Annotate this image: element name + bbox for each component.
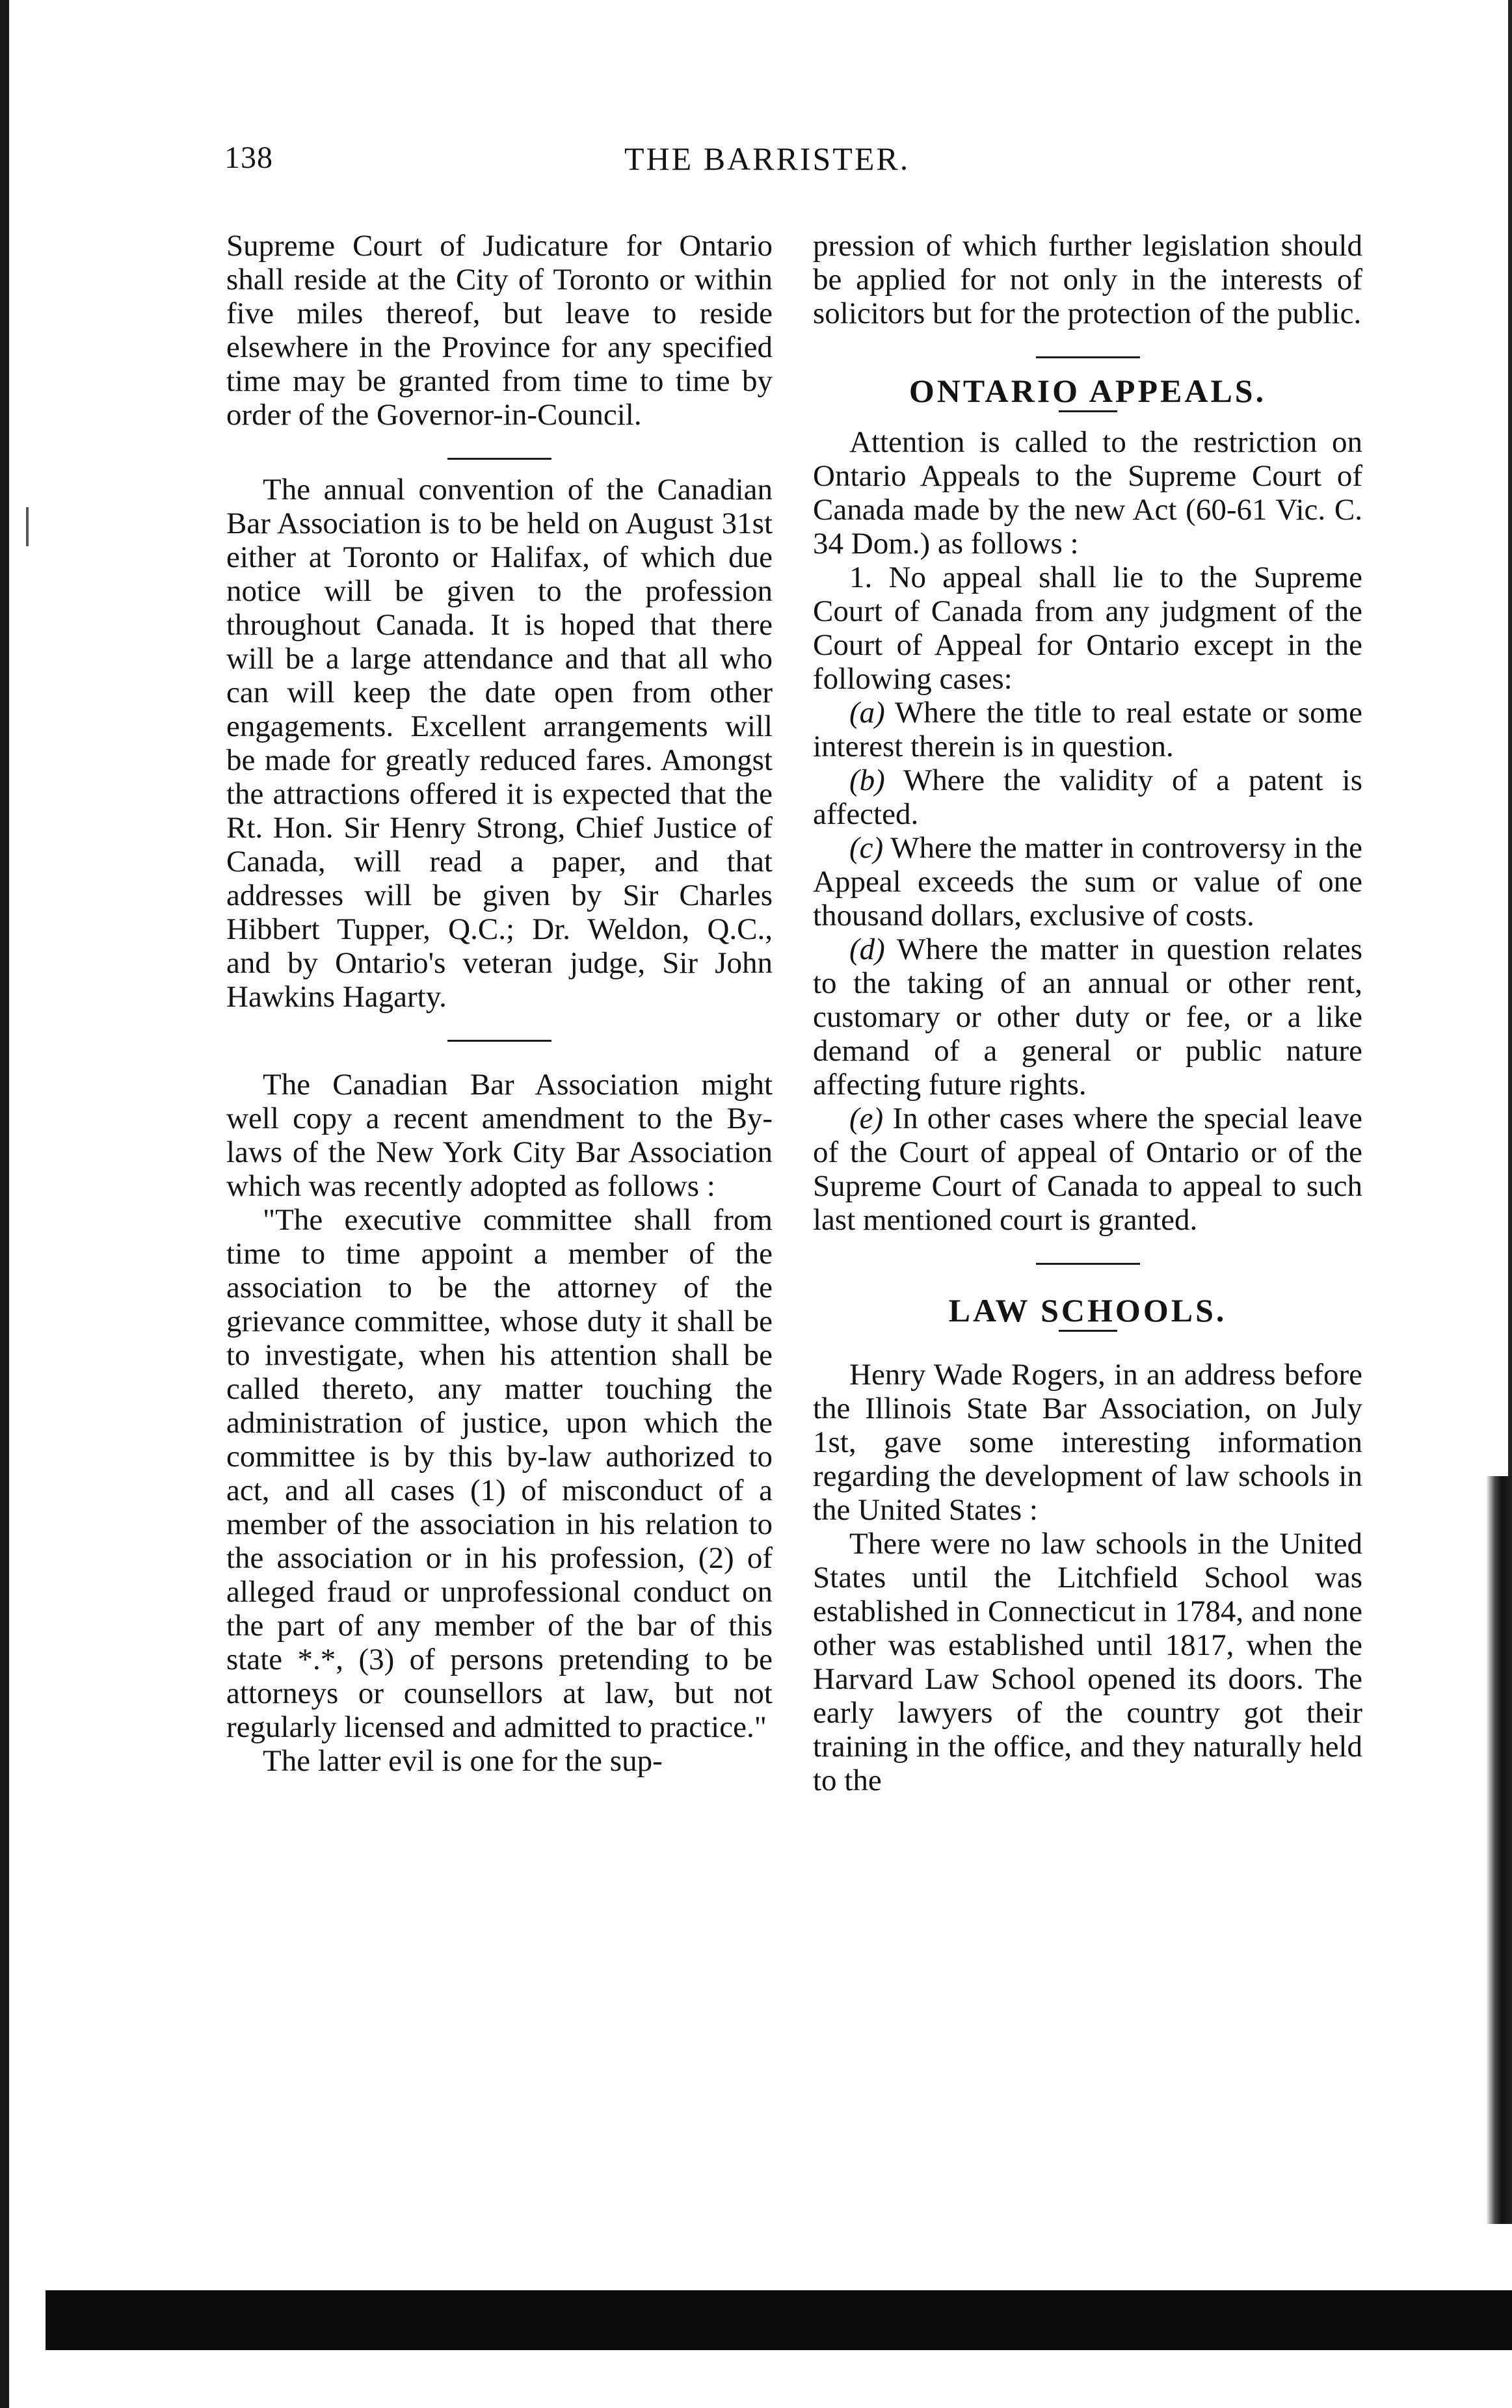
paragraph: 1. No appeal shall lie to the Supreme Court of Canada from any judgment of the Court of Appeal for Ontario except in the following cases:	[813, 561, 1362, 696]
paragraph: There were no law schools in the United States until the Litchfield School was established in Connecticut in 1784, and none other was established until 1817, when the Harvard Law School opened its doors. The early lawyers of the country got their training in the office, and they naturally held to the	[813, 1527, 1362, 1797]
item-text: Where the title to real estate or some interest therein is in question.	[813, 696, 1362, 763]
paragraph: Henry Wade Rogers, in an address before the Illinois State Bar Association, on July 1st, gave some interesting information regarding the development of law schools in the United States :	[813, 1358, 1362, 1527]
page-number: 138	[224, 140, 273, 175]
item-text: In other cases where the special leave of the Court of appeal of Ontario or of the Supreme Court of Canada to appeal to such last mentioned court is granted.	[813, 1102, 1362, 1237]
section-heading: ONTARIO APPEALS.	[909, 373, 1267, 409]
paragraph: Attention is called to the restriction on Ontario Appeals to the Supreme Court of Canada made by the new Act (60-61 Vic. C. 34 Dom.) as follows :	[813, 425, 1362, 561]
quotation: "The executive committee shall from time to time appoint a member of the association to be the attorney of the grievance committee, whose duty it shall be to investigate, when his attention shall be called thereto, any matter touching the administration of justice, upon which the committee is by this by-law authorized to act, and all cases (1) of misconduct of a member of the association in his relation to the association or in his profession, (2) of alleged fraud or unprofessional conduct on the part of any member of the bar of this state *.*, (3) of persons pretending to be attorneys or counsellors at law, but not regularly licensed and admitted to practice."	[226, 1203, 773, 1744]
paragraph: Supreme Court of Judicature for Ontario shall reside at the City of Toronto or within five miles thereof, but leave to reside elsewhere in the Province for any specified time may be granted from time to time by order of the Governor-in-Council.	[226, 229, 773, 432]
paragraph: pression of which further legislation should be applied for not only in the interests of solicitors but for the protection of the public.	[813, 229, 1362, 330]
list-item	[813, 1102, 1362, 1237]
item-label: (a)	[849, 696, 885, 730]
item-text: Where the matter in controversy in the Appeal exceeds the sum or value of one thousand dollars, exclusive of costs.	[813, 831, 1363, 933]
paragraph: The annual convention of the Canadian Bar Association is to be held on August 31st either at Toronto or Halifax, of which due notice will be given to the profession throughout Canada. It is hoped that there will be a large attendance and that all who can will keep the date open from other engagements. Excellent arrangements will be made for greatly reduced fares. Amongst the attractions offered it is expected that the Rt. Hon. Sir Henry Strong, Chief Justice of Canada, will read a paper, and that addresses will be given by Sir Charles Hibbert Tupper, Q.C.; Dr. Weldon, Q.C., and by Ontario's veteran judge, Sir John Hawkins Hagarty.	[226, 473, 773, 1014]
right-column	[813, 229, 1362, 1797]
scan-edge-right-shadow	[1486, 1476, 1512, 2224]
scan-mark	[26, 507, 29, 546]
list-item	[813, 933, 1362, 1102]
scan-bottom-bar	[46, 2290, 1512, 2350]
running-head	[0, 140, 1512, 179]
list-item	[813, 763, 1362, 831]
list-item	[813, 696, 1362, 763]
item-label: (c)	[849, 831, 884, 865]
left-column	[226, 229, 773, 1778]
journal-title: THE BARRISTER.	[624, 140, 910, 177]
paragraph: The Canadian Bar Association might well copy a recent amendment to the By-laws of the New York City Bar Association which was recently adopted as follows :	[226, 1068, 773, 1203]
item-text: Where the validity of a patent is affected.	[813, 763, 1362, 831]
list-item	[813, 831, 1362, 933]
item-label: (d)	[849, 933, 885, 966]
item-label: (e)	[849, 1102, 884, 1135]
section-heading: LAW SCHOOLS.	[948, 1292, 1227, 1329]
paragraph: The latter evil is one for the sup-	[263, 1744, 663, 1778]
scan-edge-right	[1508, 0, 1512, 1476]
item-label: (b)	[849, 763, 885, 797]
item-text: Where the matter in question relates to the taking of an annual or other rent, customary or other duty or fee, or a like demand of a general or public nature affecting future rights.	[813, 933, 1363, 1102]
scan-edge-left	[0, 0, 9, 2408]
